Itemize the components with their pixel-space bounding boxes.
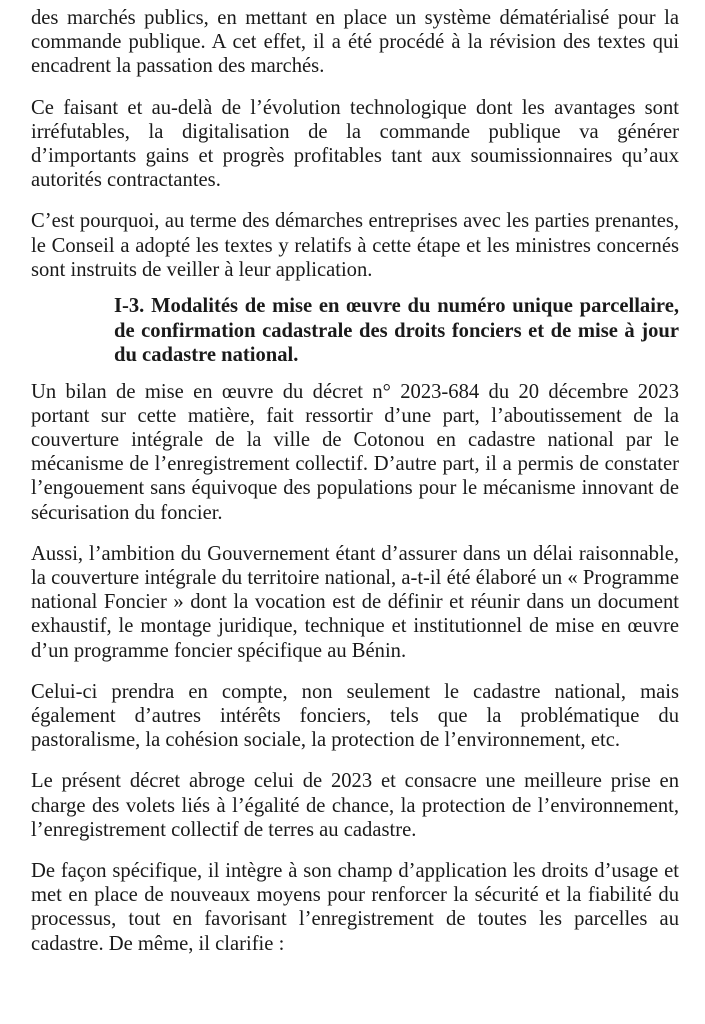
- paragraph-specific-scope: De façon spécifique, il intègre à son champ d’application les droits d’usage et met en place de nouveaux moyens pour renforcer la sécurité et la fiabilité du processus, tout en favorisant l’enregistrement de toutes les parcelles au cadastre. De même, il clarifie :: [31, 859, 679, 955]
- paragraph-decree-abrogation: Le présent décret abroge celui de 2023 et consacre une meilleure prise en charge des volets liés à l’égalité de chance, la protection de l’environnement, l’enregistrement collectif de terres au cadastre.: [31, 770, 679, 841]
- paragraph-digitalisation-benefits: Ce faisant et au-delà de l’évolution technologique dont les avantages sont irréfutables, la digitalisation de la commande publique va générer d’importants gains et progrès profitables tant aux soumissionnaires qu’aux autorités contractantes.: [31, 96, 679, 192]
- paragraph-land-interests: Celui-ci prendra en compte, non seulement le cadastre national, mais également d’autres intérêts fonciers, tels que la problématique du pastoralisme, la cohésion sociale, la protection de l’environnement, etc.: [31, 680, 679, 752]
- paragraph-decree-assessment: Un bilan de mise en œuvre du décret n° 2023-684 du 20 décembre 2023 portant sur cette matière, fait ressortir d’une part, l’aboutissement de la couverture intégrale de la ville de Cotonou en cadastre national par le mécanisme de l’enregistrement collectif. D’autre part, il a permis de constater l’engouement sans équivoque des populations pour le mécanisme innovant de sécurisation du foncier.: [31, 380, 679, 524]
- paragraph-procurement-continuation: des marchés publics, en mettant en place un système dématérialisé pour la commande publique. A cet effet, il a été procédé à la révision des textes qui encadrent la passation des marchés.: [31, 7, 679, 78]
- paragraph-national-land-programme: Aussi, l’ambition du Gouvernement étant d’assurer dans un délai raisonnable, la couverture intégrale du territoire national, a-t-il été élaboré un « Programme national Foncier » dont la vocation est de définir et réunir dans un document exhaustif, le montage juridique, technique et institutionnel de mise en œuvre d’un programme foncier spécifique au Bénin.: [31, 542, 679, 662]
- section-heading-i3: I-3. Modalités de mise en œuvre du numéro unique parcellaire, de confirmation cadastrale des droits fonciers et de mise à jour du cadastre national.: [114, 295, 679, 367]
- paragraph-council-adoption: C’est pourquoi, au terme des démarches entreprises avec les parties prenantes, le Conseil a adopté les textes y relatifs à cette étape et les ministres concernés sont instruits de veiller à leur application.: [31, 210, 679, 281]
